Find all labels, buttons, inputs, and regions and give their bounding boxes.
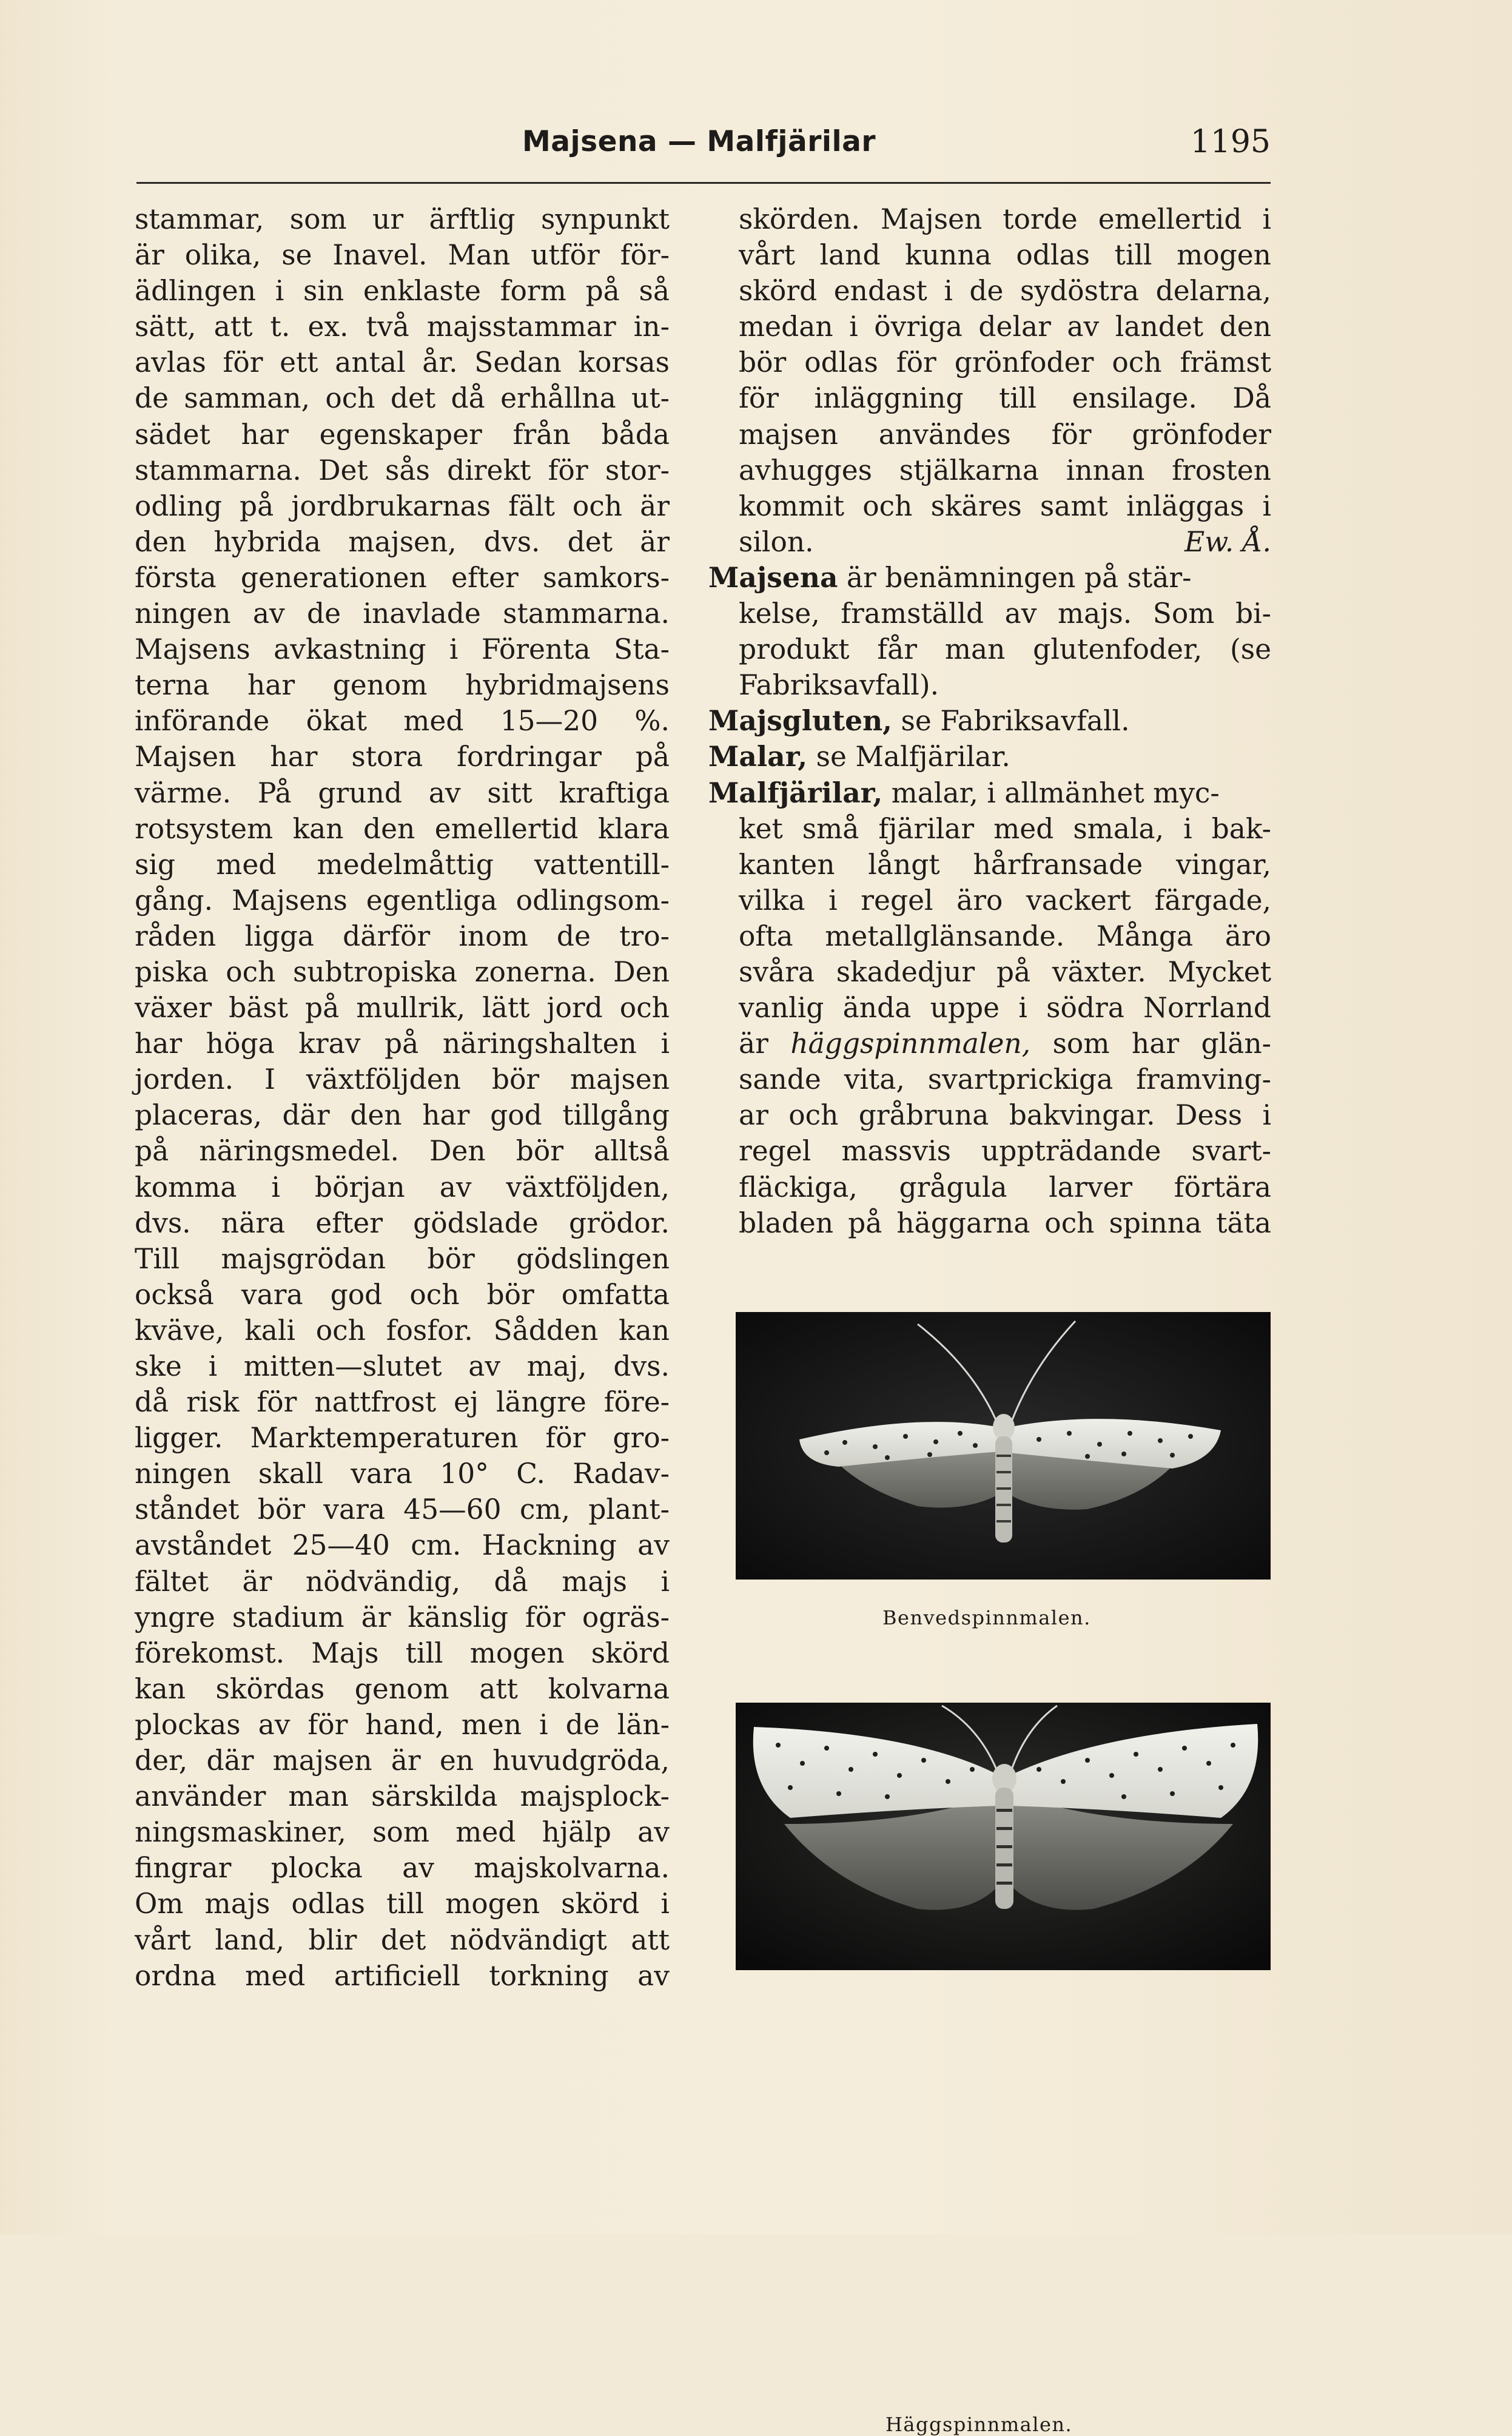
text-line: för inläggning till ensilage. Då xyxy=(739,382,1271,415)
text-line: växer bäst på mullrik, lätt jord och xyxy=(135,992,670,1025)
text-line: ordna med artificiell torkning av xyxy=(135,1959,670,1992)
text-line: ske i mitten—slutet av maj, dvs. xyxy=(135,1350,670,1382)
entry-malfjarilar xyxy=(708,775,1271,811)
text-line: sande vita, svartprickiga framving- xyxy=(739,1063,1271,1096)
text-line xyxy=(708,524,1271,560)
entry-malar xyxy=(708,739,1271,775)
text-run: malar, i allmänhet myc- xyxy=(882,776,1220,809)
text-line: Till majsgrödan bör gödslingen xyxy=(135,1242,670,1275)
text-line: kanten långt hårfransade vingar, xyxy=(739,848,1271,881)
moth-illustration xyxy=(736,1703,1271,1970)
text-line: bladen på häggarna och spinna täta xyxy=(739,1206,1271,1239)
text-line: komma i början av växtföljden, xyxy=(135,1171,670,1203)
text-line: då risk för nattfrost ej längre före- xyxy=(135,1386,670,1419)
text-line: på näringsmedel. Den bör alltså xyxy=(135,1135,670,1168)
text-line: de samman, och det då erhållna ut- xyxy=(135,382,670,415)
text-line: ket små fjärilar med smala, i bak- xyxy=(739,812,1271,845)
page-number: 1195 xyxy=(1190,124,1271,160)
text-line: ningsmaskiner, som med hjälp av xyxy=(135,1816,670,1849)
moth-illustration xyxy=(736,1312,1271,1580)
text-line: Majsen har stora fordringar på xyxy=(135,741,670,773)
text-line: placeras, där den har god tillgång xyxy=(135,1099,670,1132)
page-header xyxy=(136,115,1271,184)
text-line: den hybrida majsen, dvs. det är xyxy=(135,525,670,558)
text-line: avhugges stjälkarna innan frosten xyxy=(739,454,1271,486)
text-line: regel massvis uppträdande svart- xyxy=(739,1135,1271,1168)
entry-majsena xyxy=(708,560,1271,596)
entry-majsgluten xyxy=(708,703,1271,739)
text-line: gång. Majsens egentliga odlingsom- xyxy=(135,884,670,917)
running-title: Majsena — Malfjärilar xyxy=(522,125,876,158)
text-line: sig med medelmåttig vattentill- xyxy=(135,848,670,881)
text-run: är xyxy=(739,1028,791,1060)
moth-photo-benvedspinnmalen xyxy=(736,1312,1271,1580)
text-line: majsen användes för grönfoder xyxy=(739,418,1271,451)
text-line: stammar, som ur ärftlig synpunkt xyxy=(135,203,670,235)
text-line: kelse, framställd av majs. Som bi- xyxy=(739,597,1271,630)
text-line: värme. På grund av sitt kraftiga xyxy=(135,776,670,809)
text-line: använder man särskilda majsplock- xyxy=(135,1780,670,1813)
headword: Majsena xyxy=(708,560,838,594)
text-line: råden ligga därför inom de tro- xyxy=(135,920,670,952)
text-line: rotsystem kan den emellertid klara xyxy=(135,812,670,845)
text-line: sädet har egenskaper från båda xyxy=(135,418,670,451)
text-line: ädlingen i sin enklaste form på så xyxy=(135,275,670,308)
text-line: avlas för ett antal år. Sedan korsas xyxy=(135,346,670,379)
text-line: införande ökat med 15—20 %. xyxy=(135,705,670,738)
text-line: kväve, kali och fosfor. Sådden kan xyxy=(135,1314,670,1347)
left-column xyxy=(135,201,670,1994)
text-line: bör odlas för grönfoder och främst xyxy=(739,346,1271,379)
text-line: fältet är nödvändig, då majs i xyxy=(135,1565,670,1598)
text-line: medan i övriga delar av landet den xyxy=(739,311,1271,343)
text-run: silon. xyxy=(739,525,814,558)
text-line: dvs. nära efter gödslade grödor. xyxy=(135,1206,670,1239)
text-line: skörden. Majsen torde emellertid i xyxy=(739,203,1271,235)
text-line: kan skördas genom att kolvarna xyxy=(135,1672,670,1705)
text-line: första generationen efter samkors- xyxy=(135,561,670,594)
text-line: ståndet bör vara 45—60 cm, plant- xyxy=(135,1493,670,1526)
headword: Majsgluten, xyxy=(708,704,892,738)
text-line: piska och subtropiska zonerna. Den xyxy=(135,955,670,988)
text-line: ningen skall vara 10° C. Radav- xyxy=(135,1458,670,1490)
text-line: fläckiga, grågula larver förtära xyxy=(739,1171,1271,1203)
moth-photo-haggspinnmalen xyxy=(736,1703,1271,1970)
text-line: ofta metallglänsande. Många äro xyxy=(739,920,1271,952)
text-line: kommit och skäres samt inläggas i xyxy=(739,490,1271,522)
headword: Malar, xyxy=(708,740,808,773)
figure-caption: Häggspinnmalen. xyxy=(885,2413,1073,2436)
text-line: skörd endast i de sydöstra delarna, xyxy=(739,275,1271,308)
text-line: avståndet 25—40 cm. Hackning av xyxy=(135,1529,670,1562)
text-line: stammarna. Det sås direkt för stor- xyxy=(135,454,670,486)
text-line xyxy=(708,1026,1271,1062)
text-line: sätt, att t. ex. två majsstammar in- xyxy=(135,311,670,343)
text-line: terna har genom hybridmajsens xyxy=(135,669,670,702)
figure-caption: Benvedspinnmalen. xyxy=(882,1606,1091,1629)
text-line: vilka i regel äro vackert färgade, xyxy=(739,884,1271,917)
text-line: är olika, se Inavel. Man utför för- xyxy=(135,239,670,272)
text-line: också vara god och bör omfatta xyxy=(135,1278,670,1311)
text-line: Om majs odlas till mogen skörd i xyxy=(135,1888,670,1920)
text-run: som har glän- xyxy=(1030,1028,1271,1060)
text-line: plockas av för hand, men i de län- xyxy=(135,1708,670,1741)
text-run: är benämningen på stär- xyxy=(838,561,1192,594)
text-line: förekomst. Majs till mogen skörd xyxy=(135,1637,670,1669)
text-line: ningen av de inavlade stammarna. xyxy=(135,597,670,630)
text-line: odling på jordbrukarnas fält och är xyxy=(135,490,670,522)
text-line: har höga krav på näringshalten i xyxy=(135,1028,670,1060)
text-run: se Malfjärilar. xyxy=(807,741,1010,773)
text-line: vanlig ända uppe i södra Norrland xyxy=(739,992,1271,1025)
species-name: häggspinnmalen, xyxy=(790,1028,1031,1060)
headword: Malfjärilar, xyxy=(708,776,883,809)
text-line: produkt får man glutenfoder, (se xyxy=(739,633,1271,666)
text-line: svåra skadedjur på växter. Mycket xyxy=(739,955,1271,988)
text-run: se Fabriksavfall. xyxy=(892,705,1130,738)
text-line: vårt land, blir det nödvändigt att xyxy=(135,1923,670,1956)
text-line: Majsens avkastning i Förenta Sta- xyxy=(135,633,670,666)
text-line: ar och gråbruna bakvingar. Dess i xyxy=(739,1099,1271,1132)
text-line: vårt land kunna odlas till mogen xyxy=(739,239,1271,272)
author-signature: Ew. Å. xyxy=(1184,525,1271,558)
text-line: ligger. Marktemperaturen för gro- xyxy=(135,1422,670,1455)
text-line: der, där majsen är en huvudgröda, xyxy=(135,1745,670,1777)
text-line: yngre stadium är känslig för ogräs- xyxy=(135,1601,670,1634)
right-column xyxy=(708,201,1271,1241)
text-line: jorden. I växtföljden bör majsen xyxy=(135,1063,670,1096)
text-line: Fabriksavfall). xyxy=(739,669,939,702)
text-line: fingrar plocka av majskolvarna. xyxy=(135,1852,670,1885)
